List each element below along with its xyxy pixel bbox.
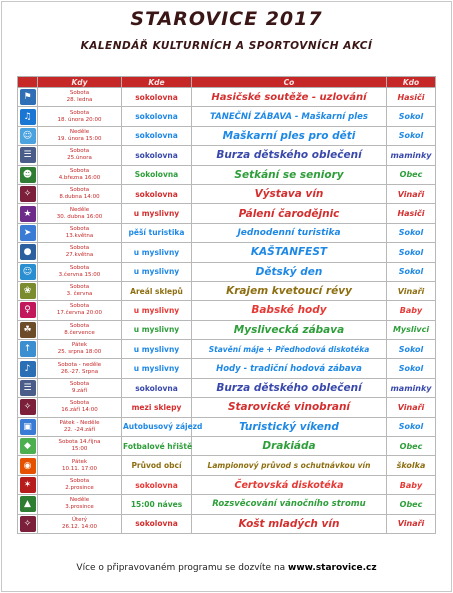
event-date: Sobota 4.března 16:00 — [38, 165, 122, 184]
event-icon-cell — [18, 262, 38, 281]
deer-icon: ☘ — [20, 322, 36, 338]
event-organizer: Vinaři — [387, 281, 436, 300]
christmas-tree-icon: ▲ — [20, 496, 36, 512]
table-row — [18, 417, 436, 436]
maypole-icon: ↑ — [20, 341, 36, 357]
table-row — [18, 378, 436, 397]
event-place: u myslivny — [122, 359, 192, 378]
event-organizer: Vinaři — [387, 184, 436, 203]
column-header-icon — [18, 77, 38, 88]
table-row — [18, 107, 436, 126]
kite-icon: ◆ — [20, 438, 36, 454]
table-row — [18, 88, 436, 107]
event-date: Sobota 3. června — [38, 281, 122, 300]
event-name: TANEČNÍ ZÁBAVA - Maškarní ples — [192, 107, 387, 126]
event-name: Myslivecká zábava — [192, 320, 387, 339]
event-icon-cell — [18, 437, 38, 456]
event-date: Sobota 16.září 14:00 — [38, 398, 122, 417]
event-place: Autobusový zájezd — [122, 417, 192, 436]
event-name: Setkání se seniory — [192, 165, 387, 184]
event-name: Drakiáda — [192, 437, 387, 456]
event-organizer: Sokol — [387, 340, 436, 359]
event-date: Sobota - neděle 26.-27. Srpna — [38, 359, 122, 378]
event-icon-cell — [18, 398, 38, 417]
table-row — [18, 437, 436, 456]
table-row — [18, 340, 436, 359]
event-organizer: Vinaři — [387, 514, 436, 533]
event-icon-cell — [18, 107, 38, 126]
event-place: Areál sklepů — [122, 281, 192, 300]
event-organizer: Obec — [387, 437, 436, 456]
table-row — [18, 495, 436, 514]
witch-icon: ★ — [20, 206, 36, 222]
event-date: Neděle 19. února 15:00 — [38, 126, 122, 145]
grapes-icon: ❀ — [20, 283, 36, 299]
column-header-co: Co — [192, 77, 387, 88]
event-name: Babské hody — [192, 301, 387, 320]
page-title: STAROVICE 2017 — [130, 8, 323, 30]
event-date: Sobota 2.prosince — [38, 475, 122, 494]
event-icon-cell — [18, 301, 38, 320]
lantern-icon: ◉ — [20, 458, 36, 474]
event-name: Čertovská diskotéka — [192, 475, 387, 494]
page-subtitle: KALENDÁŘ KULTURNÍCH A SPORTOVNÍCH AKCÍ — [80, 40, 373, 52]
table-row — [18, 320, 436, 339]
event-place: pěší turistika — [122, 223, 192, 242]
event-organizer: Hasiči — [387, 204, 436, 223]
wine-icon: ✧ — [20, 186, 36, 202]
event-name: Burza dětského oblečení — [192, 378, 387, 397]
event-organizer: Sokol — [387, 359, 436, 378]
event-place: 15:00 náves — [122, 495, 192, 514]
event-date: Neděle 30. dubna 16:00 — [38, 204, 122, 223]
event-place: sokolovna — [122, 146, 192, 165]
table-row — [18, 243, 436, 262]
table-row — [18, 514, 436, 533]
event-icon-cell — [18, 495, 38, 514]
event-name: Starovické vinobraní — [192, 398, 387, 417]
wine-bottle-icon: ✧ — [20, 399, 36, 415]
event-date: Sobota 13.května — [38, 223, 122, 242]
event-icon-cell — [18, 165, 38, 184]
event-organizer: Sokol — [387, 262, 436, 281]
event-date: Sobota 18. února 20:00 — [38, 107, 122, 126]
event-place: sokolovna — [122, 88, 192, 107]
event-name: KAŠTANFEST — [192, 243, 387, 262]
event-icon-cell — [18, 514, 38, 533]
event-icon-cell — [18, 359, 38, 378]
event-icon-cell — [18, 417, 38, 436]
feast-icon: ♪ — [20, 361, 36, 377]
table-row — [18, 475, 436, 494]
event-organizer: Baby — [387, 475, 436, 494]
event-icon-cell — [18, 126, 38, 145]
event-date: Úterý 26.12. 14:00 — [38, 514, 122, 533]
event-place: mezi sklepy — [122, 398, 192, 417]
event-name: Stavění máje + Předhodová diskotéka — [192, 340, 387, 359]
event-organizer: Sokol — [387, 417, 436, 436]
firefighter-icon: ⚑ — [20, 89, 36, 105]
table-row — [18, 456, 436, 475]
backpack-icon: ▣ — [20, 419, 36, 435]
table-row — [18, 165, 436, 184]
event-date: Pátek - Neděle 22. -24.září — [38, 417, 122, 436]
chestnut-icon: ● — [20, 244, 36, 260]
event-place: Sokolovna — [122, 165, 192, 184]
event-place: u myslivny — [122, 204, 192, 223]
event-name: Hasičské soutěže - uzlování — [192, 88, 387, 107]
event-icon-cell — [18, 281, 38, 300]
event-date: Sobota 14.října 15:00 — [38, 437, 122, 456]
table-row — [18, 262, 436, 281]
table-row — [18, 204, 436, 223]
event-icon-cell — [18, 243, 38, 262]
events-table — [17, 76, 436, 534]
children-icon: ☺ — [20, 264, 36, 280]
event-place: sokolovna — [122, 378, 192, 397]
event-date: Sobota 25.února — [38, 146, 122, 165]
event-organizer: Sokol — [387, 126, 436, 145]
wine-glass-icon: ✧ — [20, 516, 36, 532]
event-place: sokolovna — [122, 514, 192, 533]
column-header-kde: Kde — [122, 77, 192, 88]
event-date: Pátek 25. srpna 18:00 — [38, 340, 122, 359]
event-place: sokolovna — [122, 184, 192, 203]
clothes-icon: ☰ — [20, 147, 36, 163]
devil-icon: ✶ — [20, 477, 36, 493]
table-row — [18, 126, 436, 145]
event-organizer: maminky — [387, 146, 436, 165]
event-organizer: Baby — [387, 301, 436, 320]
event-place: Fotbalové hřiště — [122, 437, 192, 456]
table-row — [18, 398, 436, 417]
event-icon-cell — [18, 475, 38, 494]
event-date: Sobota 8.července — [38, 320, 122, 339]
event-organizer: maminky — [387, 378, 436, 397]
event-name: Turistický víkend — [192, 417, 387, 436]
column-header-kdo: Kdo — [387, 77, 436, 88]
hiker-icon: ➤ — [20, 225, 36, 241]
table-row — [18, 184, 436, 203]
event-place: u myslivny — [122, 243, 192, 262]
event-date: Sobota 3.června 15:00 — [38, 262, 122, 281]
dancer-icon: ♀ — [20, 302, 36, 318]
event-name: Pálení čarodějnic — [192, 204, 387, 223]
event-name: Rozsvěcování vánočního stromu — [192, 495, 387, 514]
event-date: Sobota 9.září — [38, 378, 122, 397]
event-icon-cell — [18, 88, 38, 107]
event-name: Výstava vín — [192, 184, 387, 203]
website-link[interactable]: www.starovice.cz — [288, 563, 377, 573]
event-icon-cell — [18, 320, 38, 339]
event-name: Dětský den — [192, 262, 387, 281]
event-organizer: Vinaři — [387, 398, 436, 417]
event-date: Sobota 27.května — [38, 243, 122, 262]
event-name: Krajem kvetoucí révy — [192, 281, 387, 300]
table-header-row — [18, 77, 436, 88]
event-date: Sobota 28. ledna — [38, 88, 122, 107]
table-row — [18, 359, 436, 378]
event-organizer: Sokol — [387, 107, 436, 126]
event-name: Lampionový průvod s ochutnávkou vín — [192, 456, 387, 475]
event-name: Košt mladých vín — [192, 514, 387, 533]
event-name: Hody - tradiční hodová zábava — [192, 359, 387, 378]
dance-icon: ♫ — [20, 109, 36, 125]
event-place: u myslivny — [122, 262, 192, 281]
event-place: sokolovna — [122, 107, 192, 126]
event-organizer: Sokol — [387, 243, 436, 262]
table-row — [18, 281, 436, 300]
event-organizer: školka — [387, 456, 436, 475]
event-place: sokolovna — [122, 475, 192, 494]
event-organizer: Myslivci — [387, 320, 436, 339]
event-icon-cell — [18, 146, 38, 165]
event-place: Průvod obcí — [122, 456, 192, 475]
event-name: Maškarní ples pro děti — [192, 126, 387, 145]
event-organizer: Sokol — [387, 223, 436, 242]
event-place: sokolovna — [122, 126, 192, 145]
clothes-icon: ☰ — [20, 380, 36, 396]
event-icon-cell — [18, 456, 38, 475]
table-row — [18, 301, 436, 320]
table-row — [18, 146, 436, 165]
event-name: Burza dětského oblečení — [192, 146, 387, 165]
event-icon-cell — [18, 378, 38, 397]
event-date: Sobota 8.dubna 14:00 — [38, 184, 122, 203]
column-header-kdy: Kdy — [38, 77, 122, 88]
footer — [0, 563, 453, 573]
people-icon: ☻ — [20, 167, 36, 183]
mask-icon: ☺ — [20, 128, 36, 144]
event-date: Neděle 3.prosince — [38, 495, 122, 514]
event-icon-cell — [18, 204, 38, 223]
footer-text: Více o připravovaném programu se dozvíte na — [76, 563, 289, 573]
table-row — [18, 223, 436, 242]
event-place: u myslivny — [122, 301, 192, 320]
event-icon-cell — [18, 184, 38, 203]
event-date: Sobota 17.června 20:00 — [38, 301, 122, 320]
event-organizer: Obec — [387, 165, 436, 184]
event-name: Jednodenní turistika — [192, 223, 387, 242]
event-icon-cell — [18, 223, 38, 242]
event-place: u myslivny — [122, 340, 192, 359]
event-organizer: Hasiči — [387, 88, 436, 107]
event-date: Pátek 10.11. 17:00 — [38, 456, 122, 475]
event-icon-cell — [18, 340, 38, 359]
event-place: u myslivny — [122, 320, 192, 339]
event-organizer: Obec — [387, 495, 436, 514]
